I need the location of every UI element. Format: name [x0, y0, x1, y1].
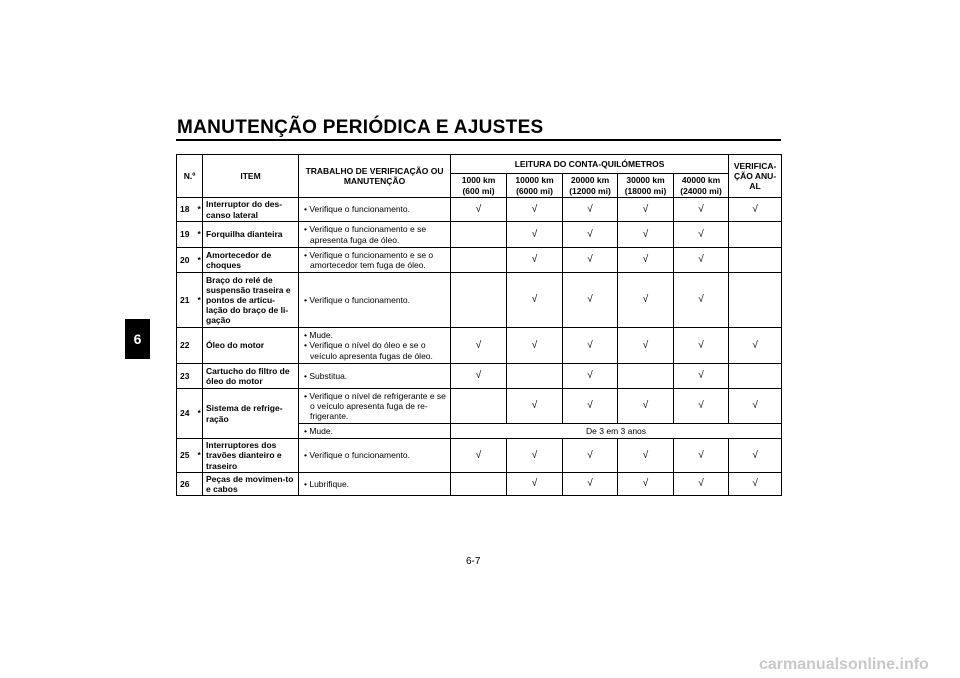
- check-mark: √: [563, 364, 618, 389]
- header-work: TRABALHO DE VERIFICAÇÃO OU MANUTENÇÃO: [299, 155, 451, 198]
- row-item: Interruptores dos travões dianteiro e traseiro: [203, 439, 299, 473]
- empty-cell: [451, 222, 507, 248]
- check-mark: √: [507, 328, 563, 364]
- work-line: • Verifique o funcionamento e se apresenta fuga de óleo.: [304, 224, 427, 245]
- page-number: 6-7: [466, 556, 481, 567]
- check-mark: √: [563, 273, 618, 328]
- table-row: [177, 273, 782, 328]
- row-star: *: [195, 389, 203, 439]
- row-item: Óleo do motor: [203, 328, 299, 364]
- interval-mi: (24000 mi): [680, 185, 722, 196]
- check-mark: √: [507, 439, 563, 473]
- check-mark: √: [507, 198, 563, 222]
- interval-note: De 3 em 3 anos: [451, 424, 782, 439]
- interval-km: 10000 km: [515, 175, 554, 186]
- row-work: [299, 473, 451, 496]
- row-item: Amortecedor de choques: [203, 248, 299, 273]
- check-mark: √: [618, 439, 674, 473]
- row-work: [299, 273, 451, 328]
- check-mark: √: [451, 364, 507, 389]
- table-row: [177, 248, 782, 273]
- work-line: • Mude.: [304, 425, 333, 436]
- header-interval: [674, 174, 729, 198]
- work-line: • Verifique o nível de refrigerante e se o veículo apresenta fuga de re-frigerante.: [304, 390, 446, 421]
- check-mark: √: [674, 364, 729, 389]
- empty-cell: [451, 389, 507, 424]
- table-row: [177, 328, 782, 364]
- row-number: 22: [177, 328, 195, 364]
- check-mark: √: [729, 198, 782, 222]
- table-row: [177, 364, 782, 389]
- check-mark: √: [674, 273, 729, 328]
- check-mark: √: [563, 198, 618, 222]
- row-number: 23: [177, 364, 195, 389]
- empty-cell: [451, 473, 507, 496]
- table-row: [177, 222, 782, 248]
- work-line: • Mude.: [304, 330, 333, 341]
- check-mark: √: [674, 439, 729, 473]
- check-mark: √: [451, 328, 507, 364]
- row-item: Braço do relé de suspensão traseira e pontos de articu-lação do braço de li-gação: [203, 273, 299, 328]
- check-mark: √: [451, 198, 507, 222]
- check-mark: √: [563, 473, 618, 496]
- check-mark: √: [618, 473, 674, 496]
- section-tab: 6: [125, 319, 150, 359]
- interval-mi: (18000 mi): [624, 185, 667, 196]
- check-mark: √: [563, 248, 618, 273]
- header-no: N.º: [177, 155, 203, 198]
- work-line: • Verifique o nível do óleo e se o veículo apresenta fugas de óleo.: [304, 340, 433, 361]
- check-mark: √: [674, 222, 729, 248]
- check-mark: √: [618, 328, 674, 364]
- check-mark: √: [618, 248, 674, 273]
- work-line: • Lubrifique.: [304, 479, 350, 489]
- check-mark: √: [563, 439, 618, 473]
- check-mark: √: [563, 389, 618, 424]
- check-mark: √: [507, 389, 563, 424]
- empty-cell: [729, 364, 782, 389]
- row-work: [299, 389, 451, 424]
- interval-km: 30000 km: [626, 175, 665, 186]
- empty-cell: [729, 248, 782, 273]
- row-number: 18: [177, 198, 195, 222]
- row-work: [299, 328, 451, 364]
- check-mark: √: [618, 389, 674, 424]
- check-mark: √: [674, 389, 729, 424]
- row-number: 19: [177, 222, 195, 248]
- table-row: [177, 439, 782, 473]
- check-mark: √: [674, 328, 729, 364]
- row-work: [299, 424, 451, 439]
- row-item: Forquilha dianteira: [203, 222, 299, 248]
- row-work: [299, 198, 451, 222]
- header-interval: [507, 174, 563, 198]
- table-row: [177, 473, 782, 496]
- check-mark: √: [729, 328, 782, 364]
- empty-cell: [451, 273, 507, 328]
- check-mark: √: [507, 473, 563, 496]
- row-number: 20: [177, 248, 195, 273]
- row-number: 24: [177, 389, 195, 439]
- interval-km: 1000 km: [461, 175, 496, 186]
- row-number: 25: [177, 439, 195, 473]
- work-line: • Verifique o funcionamento.: [304, 204, 411, 215]
- watermark: carmanualsonline.info: [759, 656, 929, 673]
- empty-cell: [729, 273, 782, 328]
- row-item: Interruptor do des-canso lateral: [203, 198, 299, 222]
- check-mark: √: [563, 328, 618, 364]
- check-mark: √: [729, 389, 782, 424]
- header-interval: [451, 174, 507, 198]
- header-annual: VERIFICA-ÇÃO ANU-AL: [729, 155, 782, 198]
- interval-mi: (12000 mi): [569, 185, 611, 196]
- empty-cell: [729, 222, 782, 248]
- header-item: ITEM: [203, 155, 299, 198]
- table-row: [177, 389, 782, 424]
- check-mark: √: [618, 222, 674, 248]
- check-mark: √: [507, 222, 563, 248]
- header-interval: [563, 174, 618, 198]
- row-star: *: [195, 248, 203, 273]
- row-star: *: [195, 198, 203, 222]
- check-mark: √: [674, 248, 729, 273]
- check-mark: √: [729, 439, 782, 473]
- row-star: *: [195, 273, 203, 328]
- row-work: [299, 248, 451, 273]
- row-star: [195, 328, 203, 364]
- row-number: 21: [177, 273, 195, 328]
- interval-km: 40000 km: [681, 175, 721, 186]
- header-odometer: LEITURA DO CONTA-QUILÓMETROS: [451, 155, 729, 174]
- check-mark: √: [507, 273, 563, 328]
- check-mark: √: [618, 198, 674, 222]
- row-item: Sistema de refrige-ração: [203, 389, 299, 439]
- header-interval: [618, 174, 674, 198]
- interval-km: 20000 km: [570, 175, 610, 186]
- interval-mi: (600 mi): [462, 185, 495, 196]
- empty-cell: [618, 364, 674, 389]
- empty-cell: [507, 364, 563, 389]
- title-rule: [176, 139, 781, 141]
- check-mark: √: [507, 248, 563, 273]
- row-star: [195, 364, 203, 389]
- interval-mi: (6000 mi): [516, 185, 553, 196]
- work-line: • Verifique o funcionamento e se o amortecedor tem fuga de óleo.: [304, 249, 434, 270]
- row-work: [299, 222, 451, 248]
- row-star: [195, 473, 203, 496]
- check-mark: √: [618, 273, 674, 328]
- check-mark: √: [674, 473, 729, 496]
- check-mark: √: [729, 473, 782, 496]
- page-title: MANUTENÇÃO PERIÓDICA E AJUSTES: [177, 117, 544, 138]
- row-item: Peças de movimen-to e cabos: [203, 473, 299, 496]
- work-line: • Verifique o funcionamento.: [304, 294, 411, 305]
- check-mark: √: [563, 222, 618, 248]
- row-number: 26: [177, 473, 195, 496]
- maintenance-table: [176, 154, 782, 496]
- row-star: *: [195, 222, 203, 248]
- check-mark: √: [451, 439, 507, 473]
- empty-cell: [451, 248, 507, 273]
- row-work: [299, 364, 451, 389]
- check-mark: √: [674, 198, 729, 222]
- work-line: • Verifique o funcionamento.: [304, 450, 411, 461]
- work-line: • Substitua.: [304, 370, 348, 381]
- row-item: Cartucho do filtro de óleo do motor: [203, 364, 299, 389]
- table-row: [177, 198, 782, 222]
- row-star: *: [195, 439, 203, 473]
- row-work: [299, 439, 451, 473]
